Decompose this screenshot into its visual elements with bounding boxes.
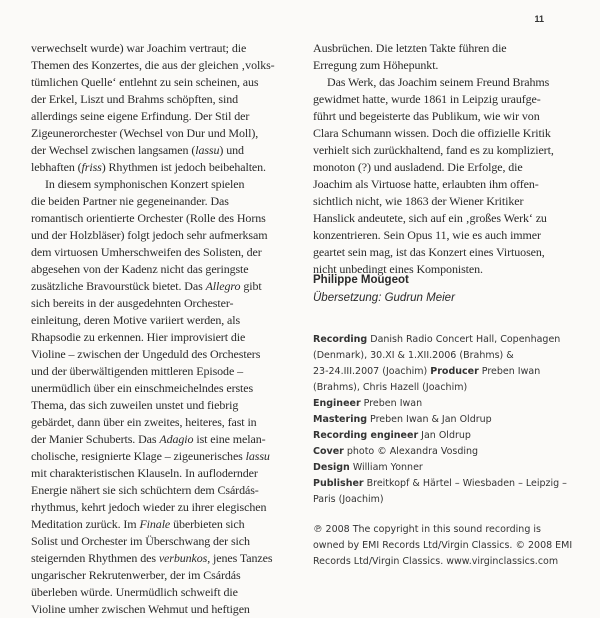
author-name: Philippe Mougeot	[313, 274, 409, 286]
text-line: Solist und Orchester im Überschwang der sich	[31, 534, 250, 548]
text-line: Meditation zurück. Im Finale überbieten sich	[31, 517, 245, 531]
right-column	[313, 40, 558, 278]
text-line: der Manier Schuberts. Das Adagio ist eine melan-	[31, 432, 266, 446]
text-line: Violine umher zwischen Wehmut und heftigen	[31, 602, 250, 616]
text-line: tümlichen Quelle‘ entlehnt zu sein scheinen, aus	[31, 75, 259, 89]
translation-credit: Übersetzung: Gudrun Meier	[313, 292, 455, 304]
text-line: gebärdet, dann über ein zweites, heiteres, fast in	[31, 415, 257, 429]
text-line: steigernden Rhythmen des verbunkos, jenes Tanzes	[31, 551, 273, 565]
copyright-line: Records Ltd/Virgin Classics. www.virginclassics.com	[313, 556, 559, 567]
text-line: allerdings seine eigene Erfindung. Der Stil der	[31, 109, 250, 123]
credit-line: Recording Danish Radio Concert Hall, Copenhagen	[313, 334, 561, 345]
text-line: führt und begeisterte das Publikum, wie wir von	[313, 109, 540, 123]
paragraph	[31, 176, 295, 618]
text-line: Thema, das sich zuweilen unstet und fiebrig	[31, 398, 239, 412]
credit-line: Paris (Joachim)	[313, 494, 384, 505]
text-line: zusätzliche Bravourstück bietet. Das Allegro gibt	[31, 279, 262, 293]
text-line: rhythmus, kehrt jedoch wieder zu ihrer elegischen	[31, 500, 267, 514]
credit-line: Engineer Preben Iwan	[313, 398, 423, 409]
text-line: gewidmet hatte, wurde 1861 in Leipzig uraufge-	[313, 92, 541, 106]
text-line: Joachim als Virtuose hatte, erlaubten ihm offen-	[313, 177, 539, 191]
text-line: der Wechsel zwischen langsamen (lassu) und	[31, 143, 244, 157]
text-line: monoton (?) und ausladend. Die Erfolge, die	[313, 160, 523, 174]
text-line: Erregung zum Höhepunkt.	[313, 58, 439, 72]
credit-line: Recording engineer Jan Oldrup	[313, 430, 471, 441]
paragraph	[313, 40, 558, 74]
credit-line: (Denmark), 30.XI & 1.XII.2006 (Brahms) &	[313, 350, 514, 361]
text-line: Hanslick andeutete, sich auf ein ‚großes Werk‘ zu	[313, 211, 547, 225]
text-line: geartet sein mag, ist das Konzert eines Virtuosen,	[313, 245, 545, 259]
text-line: Energie nähert sie sich schüchtern dem Csárdás-	[31, 483, 259, 497]
text-line: Ausbrüchen. Die letzten Takte führen die	[313, 41, 507, 55]
text-line: mit charakteristischen Klauseln. In auflodernder	[31, 466, 258, 480]
credit-line: Design William Yonner	[313, 462, 423, 473]
paragraph	[313, 74, 558, 278]
credit-line: Mastering Preben Iwan & Jan Oldrup	[313, 414, 492, 425]
text-line: abgesehen von der Kadenz nicht das geringste	[31, 262, 249, 276]
text-line: In diesem symphonischen Konzert spielen	[45, 177, 245, 191]
text-line: und der Holzbläser) folgt jedoch sehr aufmerksam	[31, 228, 268, 242]
text-line: sichtlich nicht, wie 1863 der Wiener Kritiker	[313, 194, 524, 208]
text-line: nicht unbedingt eines Komponisten.	[313, 262, 483, 276]
text-line: konzentrieren. Sein Opus 11, wie es auch immer	[313, 228, 541, 242]
copyright-notice	[313, 522, 573, 570]
text-line: romantisch orientierte Orchester (Rolle des Horns	[31, 211, 266, 225]
text-line: cholische, resignierte Klage – zigeunerisches lassu	[31, 449, 270, 463]
page-number: 11	[534, 14, 544, 24]
copyright-line: ℗ 2008 The copyright in this sound recording is	[313, 524, 541, 535]
text-line: die beiden Partner nie gegeneinander. Das	[31, 194, 229, 208]
text-line: verhielt sich zurückhaltend, fand es zu kompliziert,	[313, 143, 554, 157]
text-line: und der überwältigenden mittleren Episode –	[31, 364, 243, 378]
text-line: Violine – zwischen der Ungeduld des Orchesters	[31, 347, 261, 361]
credits-block	[313, 332, 573, 508]
text-line: überleben würde. Unermüdlich schweift die	[31, 585, 238, 599]
paragraph	[31, 40, 295, 176]
text-line: einleitung, deren Motive variiert werden, als	[31, 313, 241, 327]
text-line: Zigeunerorchester (Wechsel von Dur und Moll),	[31, 126, 259, 140]
text-line: ungarischer Rekrutenwerber, der im Csárdás	[31, 568, 241, 582]
text-line: unermüdlich über ein einschmeichelndes erstes	[31, 381, 254, 395]
credit-line: Publisher Breitkopf & Härtel – Wiesbaden – Leipzig –	[313, 478, 567, 489]
text-line: Clara Schumann wissen. Doch die offizielle Kritik	[313, 126, 551, 140]
text-line: der Erkel, Liszt und Brahms schöpften, sind	[31, 92, 238, 106]
copyright-line: owned by EMI Records Ltd/Virgin Classics. © 2008 EMI	[313, 540, 573, 551]
text-line: Das Werk, das Joachim seinem Freund Brahms	[327, 75, 550, 89]
text-line: Themen des Konzertes, die aus der gleichen ‚volks-	[31, 58, 275, 72]
credit-line: 23-24.III.2007 (Joachim) Producer Preben Iwan	[313, 366, 541, 377]
credit-line: Cover photo © Alexandra Vosding	[313, 446, 479, 457]
text-line: Rhapsodie zu erkennen. Hier improvisiert die	[31, 330, 246, 344]
credit-line: (Brahms), Chris Hazell (Joachim)	[313, 382, 468, 393]
text-line: dem virtuosen Umherschweifen des Solisten, der	[31, 245, 262, 259]
text-line: sich bereits in der ausgedehnten Orchester-	[31, 296, 234, 310]
left-column	[31, 40, 295, 618]
text-line: verwechselt wurde) war Joachim vertraut; die	[31, 41, 247, 55]
text-line: lebhaften (friss) Rhythmen ist jedoch beibehalten.	[31, 160, 266, 174]
